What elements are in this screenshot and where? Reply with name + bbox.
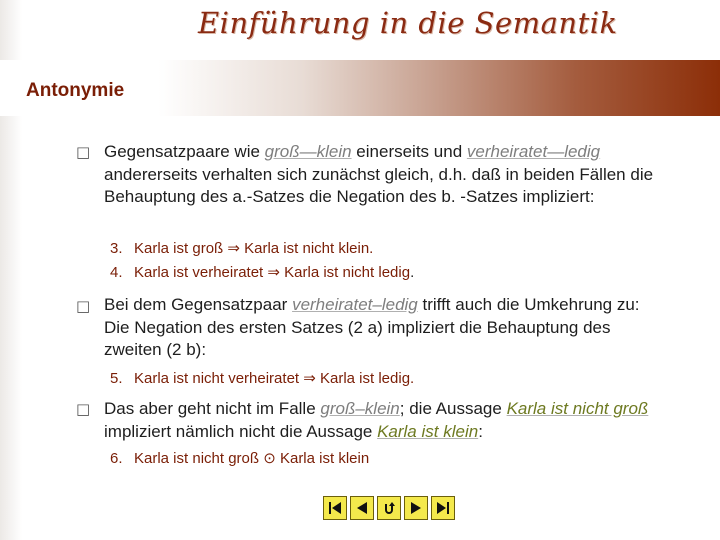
last-slide-button[interactable] bbox=[431, 496, 455, 520]
header-title: Einführung in die Semantik bbox=[198, 6, 618, 40]
premise: Karla ist nicht verheiratet bbox=[134, 370, 300, 387]
text: Das aber geht nicht im Falle bbox=[104, 399, 321, 418]
item-number: 4. bbox=[110, 264, 123, 281]
item-number: 6. bbox=[110, 450, 123, 467]
emphasis: Karla ist klein bbox=[377, 421, 479, 441]
premise: Karla ist nicht groß bbox=[134, 450, 260, 467]
text: trifft auch die Umkehrung zu: Die Negation des ersten Satzes (2 a) impliziert die Behauptung des zweiten (2 b): bbox=[104, 295, 640, 359]
example-item-4 bbox=[110, 263, 630, 283]
bullet-icon: □ bbox=[76, 143, 91, 161]
next-slide-button[interactable] bbox=[404, 496, 428, 520]
item-number: 3. bbox=[110, 240, 123, 257]
return-icon bbox=[381, 500, 397, 516]
example-item-5 bbox=[110, 369, 630, 389]
item-number: 5. bbox=[110, 370, 123, 387]
text: ; die Aussage bbox=[399, 399, 507, 418]
text: impliziert nämlich nicht die Aussage bbox=[104, 421, 378, 441]
example-item-3 bbox=[110, 239, 630, 259]
implies-arrow-icon: ⇒ bbox=[267, 264, 280, 281]
paragraph-3 bbox=[104, 398, 664, 443]
slide-title: Antonymie bbox=[26, 80, 125, 101]
bullet-icon: □ bbox=[76, 297, 91, 315]
text: : bbox=[478, 421, 483, 441]
conclusion: Karla ist nicht ledig bbox=[284, 264, 411, 281]
return-button[interactable] bbox=[377, 496, 401, 520]
conclusion: Karla ist nicht klein. bbox=[244, 240, 374, 257]
emphasis: groß—klein bbox=[264, 142, 352, 161]
period: . bbox=[410, 264, 415, 281]
text: andererseits verhalten sich zunächst gleich, d.h. daß in beiden Fällen die Behauptung des a.-Satzes die Negation des b. -Satzes impliziert: bbox=[104, 164, 654, 206]
previous-slide-button[interactable] bbox=[350, 496, 374, 520]
emphasis: Karla ist nicht groß bbox=[506, 399, 649, 418]
first-slide-button[interactable] bbox=[323, 496, 347, 520]
premise: Karla ist groß bbox=[134, 240, 224, 257]
paragraph-2 bbox=[104, 294, 664, 362]
premise: Karla ist verheiratet bbox=[134, 264, 264, 281]
example-item-6 bbox=[110, 449, 630, 469]
emphasis: verheiratet–ledig bbox=[292, 295, 418, 314]
implies-arrow-icon: ⇒ bbox=[303, 370, 316, 387]
previous-slide-icon bbox=[354, 500, 370, 516]
text: einerseits und bbox=[351, 142, 467, 161]
paragraph-1 bbox=[104, 141, 664, 209]
bullet-icon: □ bbox=[76, 400, 91, 418]
conclusion: Karla ist klein bbox=[279, 450, 370, 467]
emphasis: groß–klein bbox=[320, 399, 400, 418]
last-slide-icon bbox=[435, 500, 451, 516]
implies-arrow-icon: ⇒ bbox=[227, 240, 240, 257]
text: Bei dem Gegensatzpaar bbox=[104, 295, 293, 314]
text: Gegensatzpaare wie bbox=[104, 142, 265, 161]
next-slide-icon bbox=[408, 500, 424, 516]
not-implies-icon: ⊙ bbox=[263, 450, 276, 467]
first-slide-icon bbox=[327, 500, 343, 516]
emphasis: verheiratet—ledig bbox=[466, 142, 601, 161]
conclusion: Karla ist ledig. bbox=[320, 370, 415, 387]
